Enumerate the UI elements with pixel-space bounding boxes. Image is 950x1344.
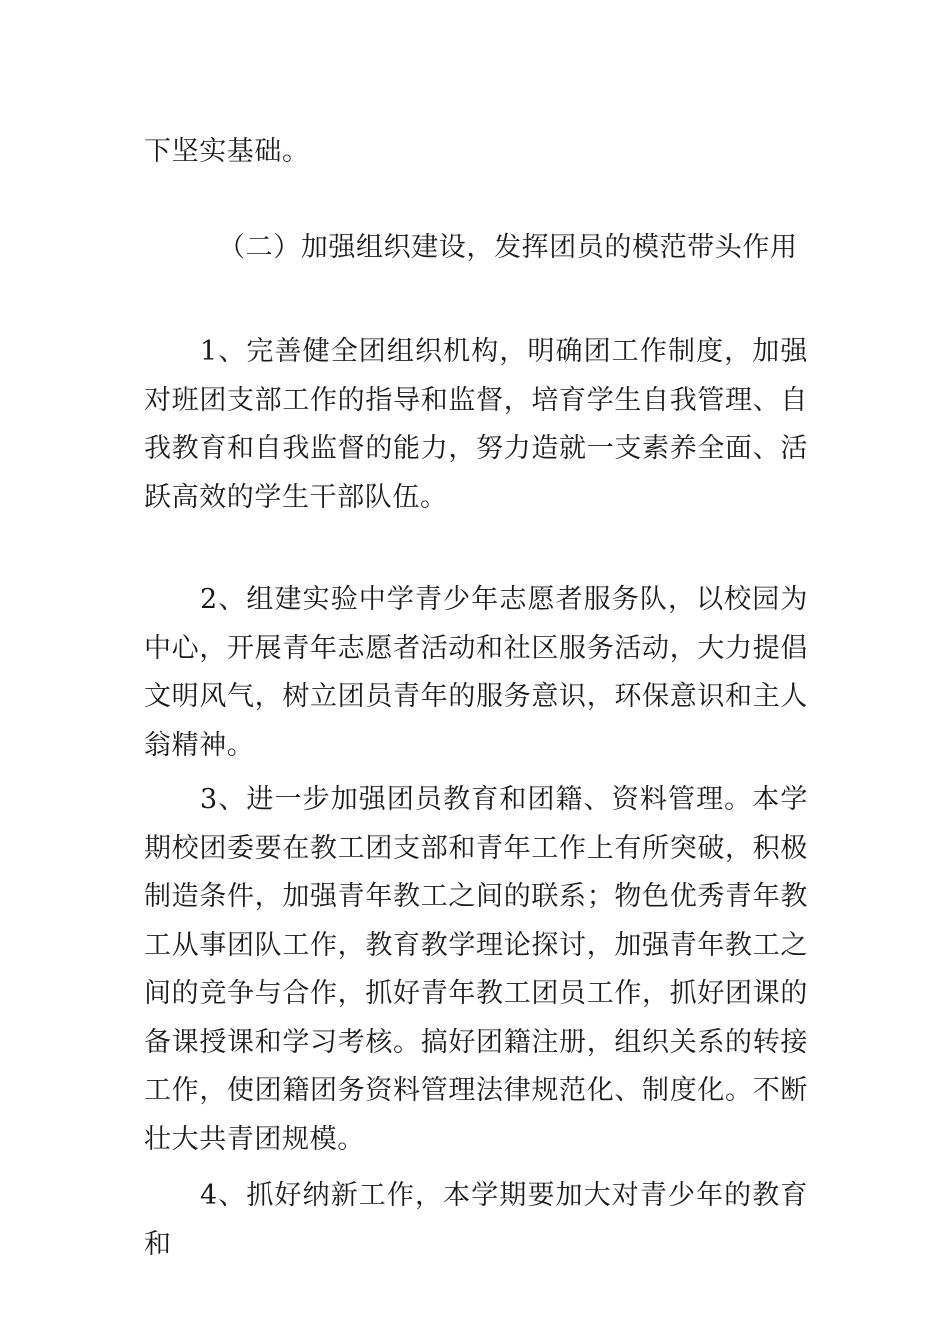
continuation-text: 下坚实基础。: [144, 136, 310, 167]
section-heading: （二）加强组织建设，发挥团员的模范带头作用: [218, 232, 798, 263]
paragraph-4: 4、抓好纳新工作，本学期要加大对青少年的教育和: [144, 1180, 808, 1260]
paragraph-2: 2、组建实验中学青少年志愿者服务队，以校园为中心，开展青年志愿者活动和社区服务活动，大力提倡文明风气，树立团员青年的服务意识，环保意识和主人翁精神。: [144, 584, 808, 761]
paragraph-1: 1、完善健全团组织机构，明确团工作制度，加强对班团支部工作的指导和监督，培育学生自我管理、自我教育和自我监督的能力，努力造就一支素养全面、活跃高效的学生干部队伍。: [144, 336, 808, 513]
paragraph-3: 3、进一步加强团员教育和团籍、资料管理。本学期校团委要在教工团支部和青年工作上有所突破，积极制造条件，加强青年教工之间的联系；物色优秀青年教工从事团队工作，教育教学理论探讨，加强青年教工之间的竞争与合作，抓好青年教工团员工作，抓好团课的备课授课和学习考核。搞好团籍注册，组织关系的转接工作，使团籍团务资料管理法律规范化、制度化。不断壮大共青团规模。: [144, 784, 808, 1155]
